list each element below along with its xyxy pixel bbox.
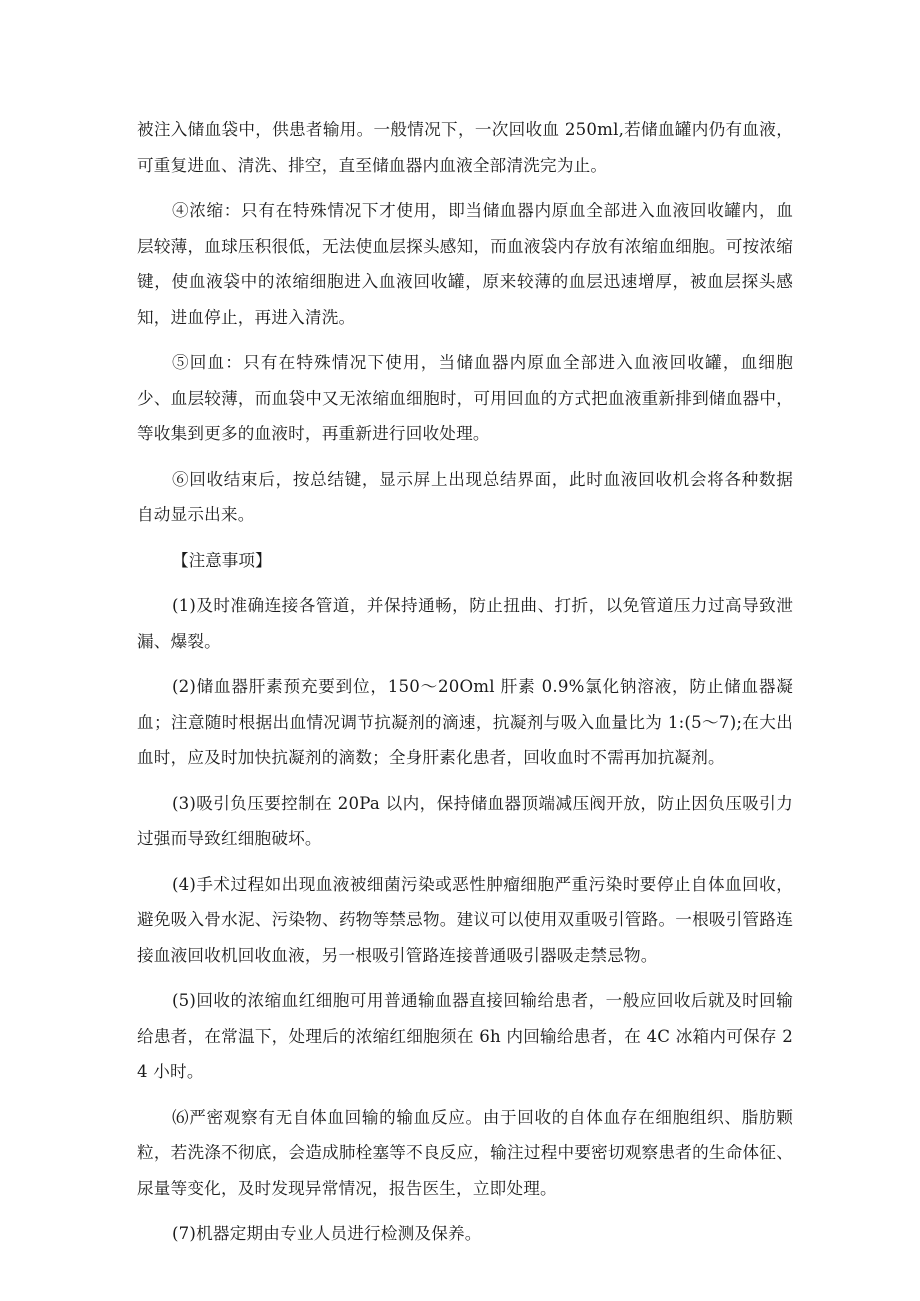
- note-item-2: (2)储血器肝素预充要到位，150～20Oml 肝素 0.9%氯化钠溶液，防止储血器凝血；注意随时根据出血情况调节抗凝剂的滴速，抗凝剂与吸入血量比为 1:(5～7);在大出血时，应及时加快抗凝剂的滴数；全身肝素化患者，回收血时不需再加抗凝剂。: [137, 677, 793, 767]
- note-item-3: (3)吸引负压要控制在 20Pa 以内，保持储血器顶端减压阀开放，防止因负压吸引力过强而导致红细胞破坏。: [137, 793, 793, 848]
- document-page: [137, 112, 793, 1252]
- paragraph-step-4-concentrate: ④浓缩：只有在特殊情况下才使用，即当储血器内原血全部进入血液回收罐内，血层较薄，血球压积很低，无法使血层探头感知，而血液袋内存放有浓缩血细胞。可按浓缩键，使血液袋中的浓缩细胞进入血液回收罐，原来较薄的血层迅速增厚，被血层探头感知，进血停止，再进入清洗。: [137, 201, 793, 327]
- paragraph-step-5-return-blood: ⑤回血：只有在特殊情况下使用，当储血器内原血全部进入血液回收罐，血细胞少、血层较薄，而血袋中又无浓缩血细胞时，可用回血的方式把血液重新排到储血器中，等收集到更多的血液时，再重新进行回收处理。: [137, 353, 793, 443]
- note-item-4: (4)手术过程如出现血液被细菌污染或恶性肿瘤细胞严重污染时要停止自体血回收，避免吸入骨水泥、污染物、药物等禁忌物。建议可以使用双重吸引管路。一根吸引管路连接血液回收机回收血液，另一根吸引管路连接普通吸引器吸走禁忌物。: [137, 874, 793, 965]
- note-item-7: (7)机器定期由专业人员进行检测及保养。: [172, 1224, 482, 1243]
- note-item-6: ⑹严密观察有无自体血回输的输血反应。由于回收的自体血存在细胞组织、脂肪颗粒，若洗涤不彻底，会造成肺栓塞等不良反应，输注过程中要密切观察患者的生命体征、尿量等变化，及时发现异常情况，报告医生，立即处理。: [137, 1107, 793, 1198]
- paragraph-step-6-summary: ⑥回收结束后，按总结键，显示屏上出现总结界面，此时血液回收机会将各种数据自动显示出来。: [137, 469, 793, 524]
- note-item-1: (1)及时准确连接各管道，并保持通畅，防止扭曲、打折，以免管道压力过高导致泄漏、爆裂。: [137, 596, 793, 651]
- note-item-5: (5)回收的浓缩血红细胞可用普通输血器直接回输给患者，一般应回收后就及时回输给患者，在常温下，处理后的浓缩红细胞须在 6h 内回输给患者，在 4C 冰箱内可保存 24 小时。: [137, 991, 793, 1081]
- section-heading-precautions: 【注意事项】: [172, 550, 272, 570]
- paragraph-continuation: 被注入储血袋中，供患者输用。一般情况下，一次回收血 250ml,若储血罐内仍有血液，可重复进血、清洗、排空，直至储血器内血液全部清洗完为止。: [137, 120, 793, 175]
